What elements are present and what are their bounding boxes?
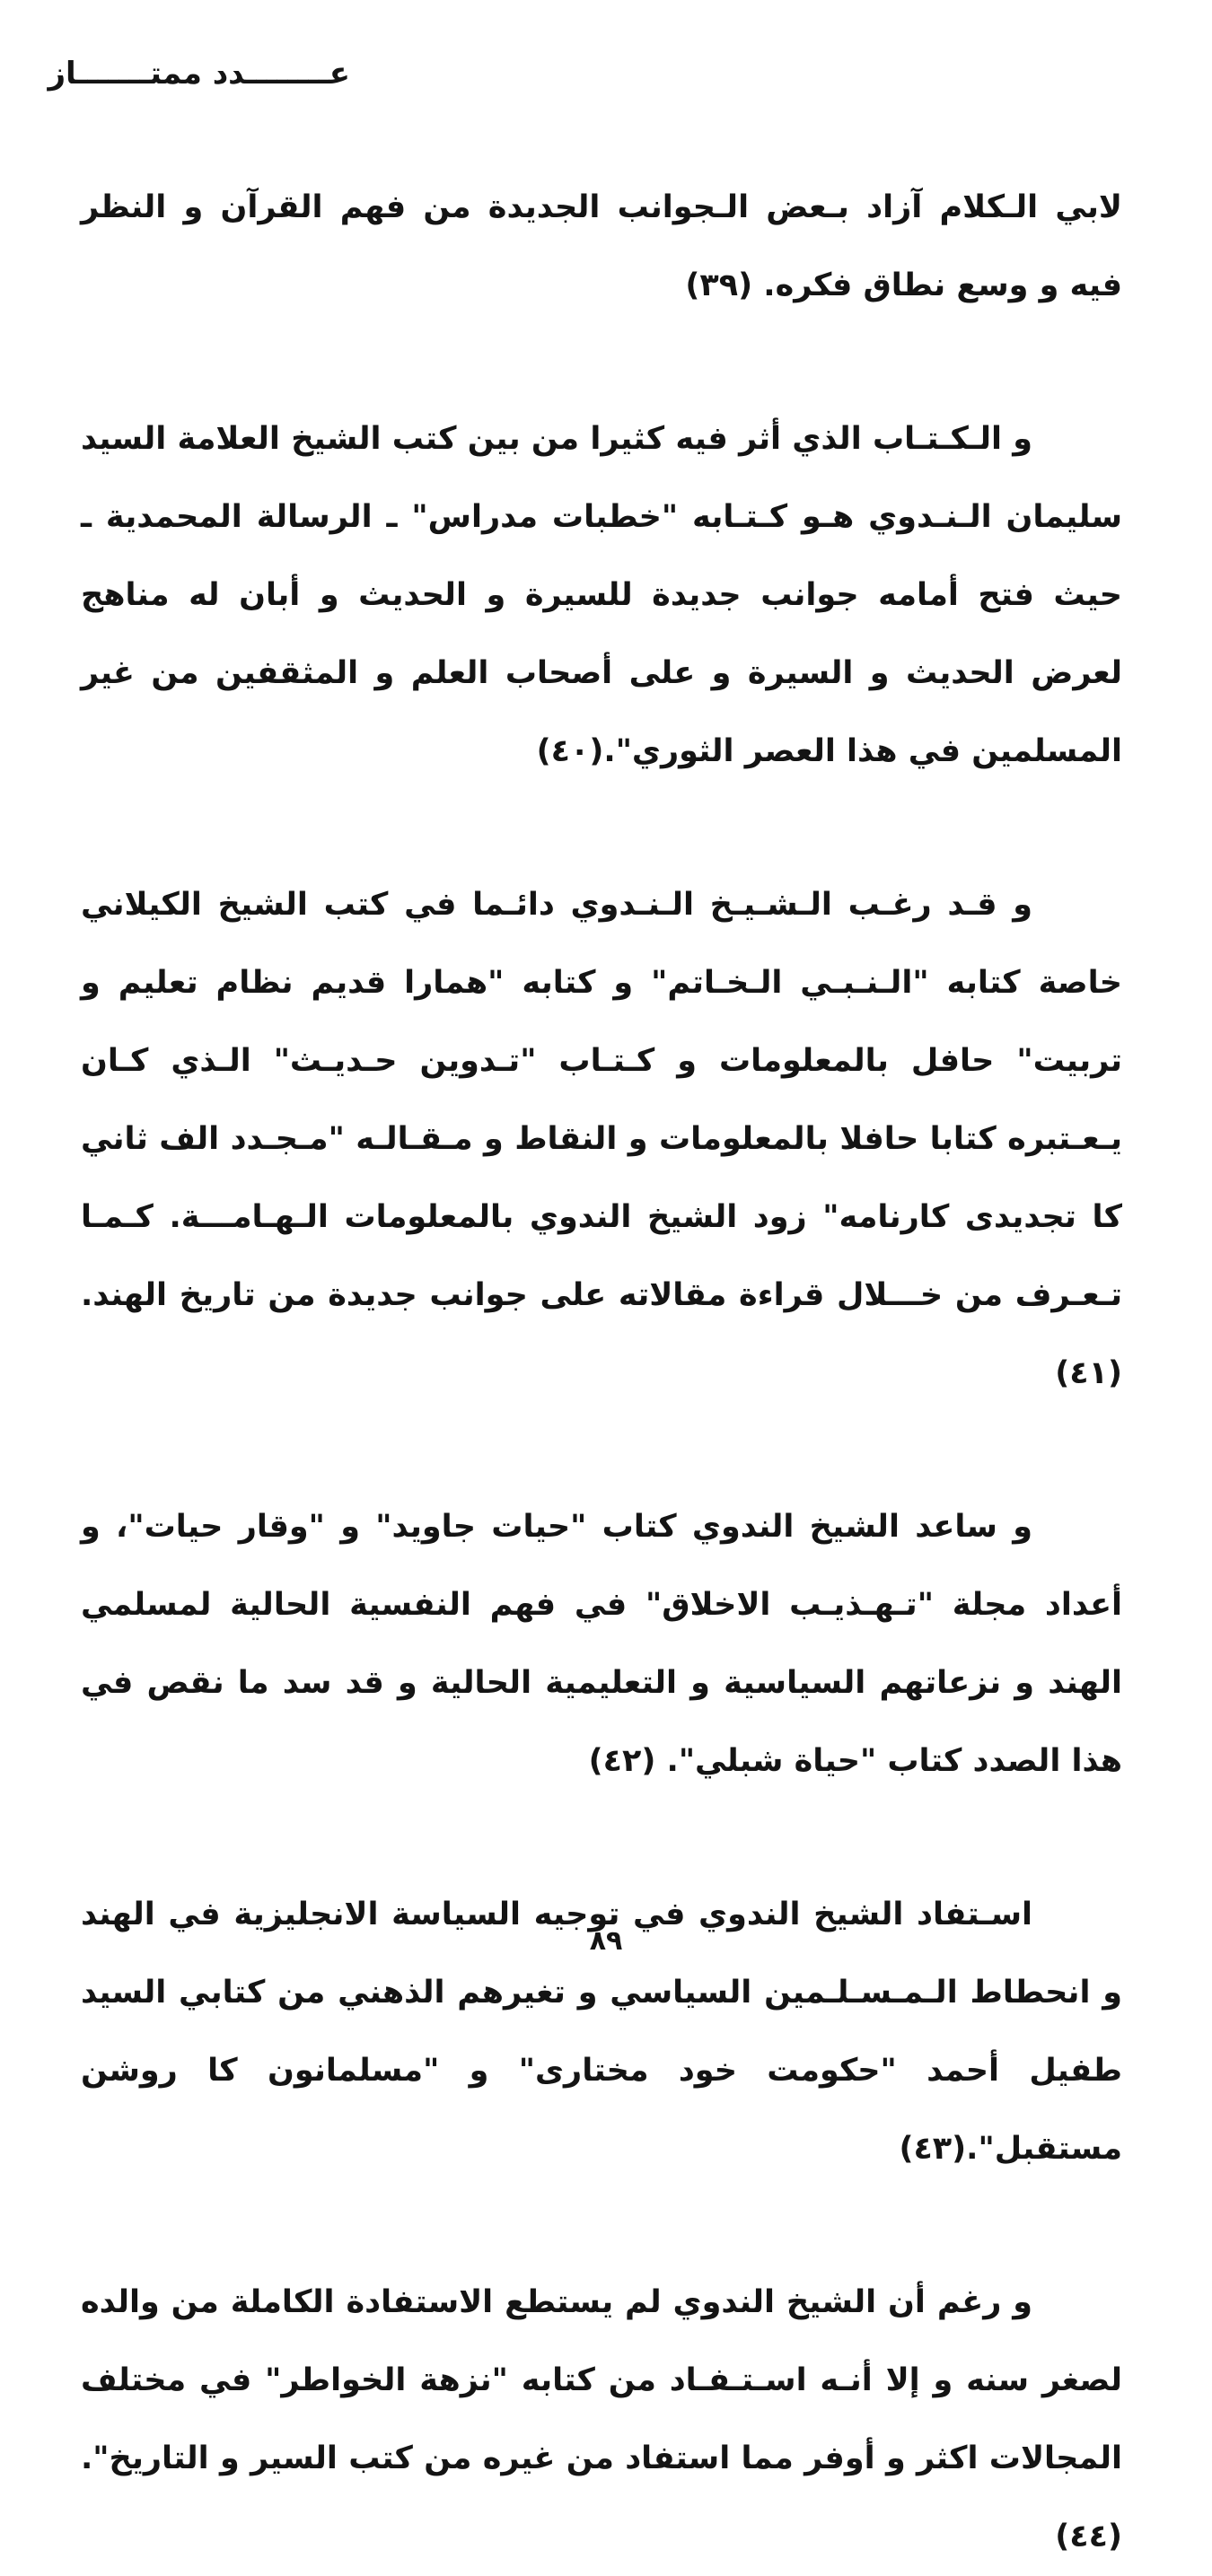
paragraph-4: و ساعد الشيخ الندوي كتاب "حيات جاويد" و "وقار حيات"، و أعداد مجلة "تـهـذيـب الاخلاق" في فهم النفسية الحالية لمسلمي الهند و نزعاتهم السياسية و التعليمية الحالية و قد سد ما نقص في هذا الصدد كتاب "حياة شبلي". (٤٢) (81, 1509, 1122, 1779)
running-header: عــــــــدد ممتـــــــاز (48, 56, 350, 92)
body-text (81, 169, 1122, 2576)
paragraph-1: لابي الـكلام آزاد بـعض الـجوانب الجديدة من فهم القرآن و النظر فيه و وسع نطاق فكره. (٣٩) (81, 189, 1122, 303)
paragraph-3: و قـد رغـب الـشـيـخ الـنـدوي دائـما في كتب الشيخ الكيلاني خاصة كتابه "الـنـبـي الـخـاتم" و كتابه "همارا قديم نظام تعليم و تربيت" حافل بالمعلومات و كـتـاب "تـدوين حـديـث" الـذي كـان يـعـتبره كتابا حافلا بالمعلومات و النقاط و مـقـالـه "مـجـدد الف ثاني كا تجديدى كارنامه" زود الشيخ الندوي بالمعلومات الـهـامـــة. كـمـا تـعـرف من خـــلال قراءة مقالاته على جوانب جديدة من تاريخ الهند. (٤١) (81, 887, 1122, 1391)
paragraph-2: و الـكـتـاب الذي أثر فيه كثيرا من بين كتب الشيخ العلامة السيد سليمان الـنـدوي هـو كـتـابه "خطبات مدراس" ـ الرسالة المحمدية ـ حيث فتح أمامه جوانب جديدة للسيرة و الحديث و أبان له مناهج لعرض الحديث و السيرة و على أصحاب العلم و المثقفين من غير المسلمين في هذا العصر الثوري".(٤٠) (81, 421, 1122, 769)
page-number: ٨٩ (589, 1925, 623, 1957)
paragraph-5: اسـتفاد الشيخ الندوي في توجيه السياسة الانجليزية في الهند و انحطاط الـمـسـلـمين السياسي و تغيرهم الذهني من كتابي السيد طفيل أحمد "حكومت خود مختارى" و "مسلمانون كا روشن مستقبل".(٤٣) (81, 1897, 1122, 2167)
paragraph-6: و رغم أن الشيخ الندوي لم يستطع الاستفادة الكاملة من والده لصغر سنه و إلا أنـه اسـتـفـاد من كتابه "نزهة الخواطر" في مختلف المجالات اكثر و أوفر مما استفاد من غيره من كتب السير و التاريخ".(٤٤) (81, 2284, 1122, 2554)
